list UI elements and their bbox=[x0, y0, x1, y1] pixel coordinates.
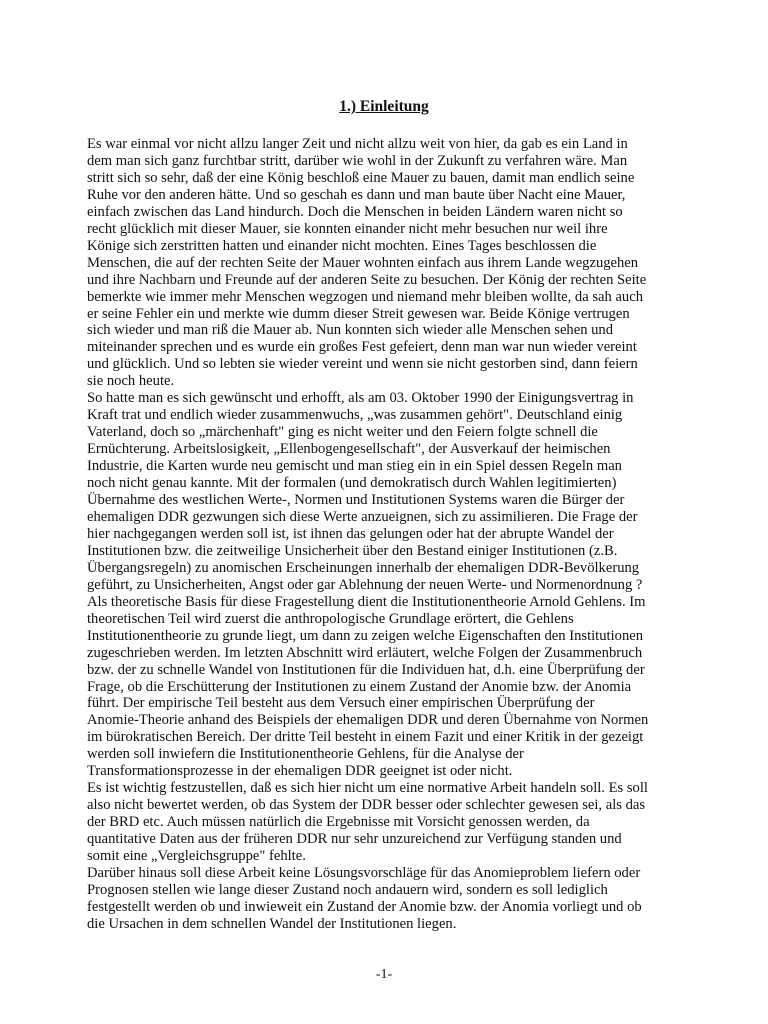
text-line: quantitative Daten aus der früheren DDR nur sehr unzureichend zur Verfügung standen und bbox=[87, 831, 622, 848]
text-line: Übergangsregeln) zu anomischen Erscheinungen innerhalb der ehemaligen DDR-Bevölkerung bbox=[87, 559, 640, 576]
paragraph bbox=[87, 865, 677, 933]
text-line: Ernüchterung. Arbeitslosigkeit, „Ellenbogengesellschaft", der Ausverkauf der heimischen bbox=[87, 441, 611, 458]
paragraph bbox=[87, 136, 677, 390]
text-line: ehemaligen DDR gezwungen sich diese Werte anzueignen, sich zu assimilieren. Die Frage der bbox=[87, 508, 638, 525]
text-line: einfach zwischen das Land hindurch. Doch die Menschen in beiden Ländern waren nicht so bbox=[87, 203, 623, 220]
text-line: Übernahme des westlichen Werte-, Normen und Institutionen Systems waren die Bürger der bbox=[87, 492, 625, 509]
text-line: zugeschrieben werden. Im letzten Abschnitt wird erläutert, welche Folgen der Zusammenbruch bbox=[87, 644, 643, 661]
text-line: dem man sich ganz furchtbar stritt, darüber wie wohl in der Zukunft zu verfahren wäre. Man bbox=[87, 152, 628, 169]
text-line: Anomie-Theorie anhand des Beispiels der ehemaligen DDR und deren Übernahme von Normen bbox=[87, 712, 649, 729]
text-line: und glücklich. Und so lebten sie wieder vereint und wenn sie nicht gestorben sind, dann feiern bbox=[87, 356, 638, 373]
text-line: Frage, ob die Erschütterung der Institutionen zu einem Zustand der Anomie bzw. der Anomia bbox=[87, 678, 632, 695]
paragraph bbox=[87, 780, 677, 865]
text-line: Institutionen bzw. die zeitweilige Unsicherheit über den Bestand einiger Institutionen (z.B. bbox=[87, 542, 618, 559]
text-line: Es war einmal vor nicht allzu langer Zeit und nicht allzu weit von hier, da gab es ein Land in bbox=[87, 136, 628, 152]
text-line: führt. Der empirische Teil besteht aus dem Versuch einer empirischen Überprüfung der bbox=[87, 695, 595, 712]
text-line: Prognosen stellen wie lange dieser Zustand noch andauern wird, sondern es soll lediglich bbox=[87, 881, 608, 898]
text-line: also nicht bewertet werden, ob das System der DDR besser oder schlechter gewesen sei, als das bbox=[87, 797, 646, 814]
text-line: Industrie, die Karten wurde neu gemischt und man stieg ein in ein Spiel dessen Regeln man bbox=[87, 458, 622, 475]
text-line: recht glücklich mit dieser Mauer, sie konnten einander nicht mehr besuchen nur weil ihre bbox=[87, 220, 608, 237]
text-line: festgestellt werden ob und inwieweit ein Zustand der Anomie bzw. der Anomia vorliegt und ob bbox=[87, 898, 642, 915]
text-line: sich wieder und man riß die Mauer ab. Nun konnten sich wieder alle Menschen sehen und bbox=[87, 322, 614, 339]
page-number: -1- bbox=[375, 967, 393, 982]
text-line: der BRD etc. Auch müssen natürlich die Ergebnisse mit Vorsicht genossen werden, da bbox=[87, 814, 590, 831]
text-line: die Ursachen in dem schnellen Wandel der Institutionen liegen. bbox=[87, 915, 457, 932]
text-line: So hatte man es sich gewünscht und erhofft, als am 03. Oktober 1990 der Einigungsvertrag in bbox=[87, 390, 634, 407]
text-line: werden soll inwiefern die Institutionentheorie Gehlens, für die Analyse der bbox=[87, 746, 524, 763]
text-line: Es ist wichtig festzustellen, daß es sich hier nicht um eine normative Arbeit handeln soll. Es soll bbox=[87, 780, 648, 797]
text-line: stritt sich so sehr, daß der eine König beschloß eine Mauer zu bauen, damit man endlich seine bbox=[87, 169, 635, 186]
text-line: Als theoretische Basis für diese Fragestellung dient die Institutionentheorie Arnold Gehlens. Im bbox=[87, 593, 646, 610]
paragraph bbox=[87, 390, 677, 780]
text-line: miteinander sprechen und es wurde ein großes Fest gefeiert, denn man war nun wieder vereint bbox=[87, 339, 637, 356]
text-line: und ihre Nachbarn und Freunde auf der anderen Seite zu besuchen. Der König der rechten Seite bbox=[87, 271, 647, 288]
text-line: Transformationsprozesse in der ehemaligen DDR geeignet ist oder nicht. bbox=[87, 763, 513, 780]
text-line: hier nachgegangen werden soll ist, ist ihnen das gelungen oder hat der abrupte Wandel der bbox=[87, 525, 614, 542]
text-line: Ruhe vor den anderen hätte. Und so geschah es dann und man baute über Nacht eine Mauer, bbox=[87, 186, 626, 203]
text-line: Institutionentheorie zu grunde liegt, um dann zu zeigen welche Eigenschaften den Institutionen bbox=[87, 627, 644, 644]
text-line: bemerkte wie immer mehr Menschen wegzogen und niemand mehr bleiben wollte, da sah auch bbox=[87, 288, 643, 305]
text-line: theoretischen Teil wird zuerst die anthropologische Grundlage erörtert, die Gehlens bbox=[87, 610, 574, 627]
text-line: somit eine „Vergleichsgruppe" fehlte. bbox=[87, 848, 306, 865]
text-line: Menschen, die auf der rechten Seite der Mauer wohnten einfach aus ihrem Lande wegzugehen bbox=[87, 254, 639, 271]
text-line: im bürokratischen Bereich. Der dritte Teil besteht in einem Fazit und einer Kritik in der gezeigt bbox=[87, 729, 644, 746]
text-line: er seine Fehler ein und merkte wie dumm dieser Streit gewesen war. Beide Könige vertrugen bbox=[87, 305, 630, 322]
section-heading: 1.) Einleitung bbox=[339, 98, 429, 115]
text-line: Darüber hinaus soll diese Arbeit keine Lösungsvorschläge für das Anomieproblem liefern oder bbox=[87, 864, 641, 881]
text-line: bzw. der zu schnelle Wandel von Institutionen für die Individuen hat, d.h. eine Überprüfung der bbox=[87, 661, 645, 678]
text-line: noch nicht genau kannte. Mit der formalen (und demokratisch durch Wahlen legitimierten) bbox=[87, 475, 617, 492]
text-line: Kraft trat und endlich wieder zusammenwuchs, „was zusammen gehört". Deutschland einig bbox=[87, 407, 623, 424]
text-line: Könige sich zerstritten hatten und einander nicht mochten. Eines Tages beschlossen die bbox=[87, 237, 597, 254]
text-line: geführt, zu Unsicherheiten, Angst oder gar Ablehnung der neuen Werte- und Normenordnung ? bbox=[87, 576, 643, 593]
text-line: Vaterland, doch so „märchenhaft" ging es nicht weiter und den Feiern folgte schnell die bbox=[87, 424, 598, 441]
text-line: sie noch heute. bbox=[87, 373, 175, 390]
body-text bbox=[87, 136, 677, 933]
